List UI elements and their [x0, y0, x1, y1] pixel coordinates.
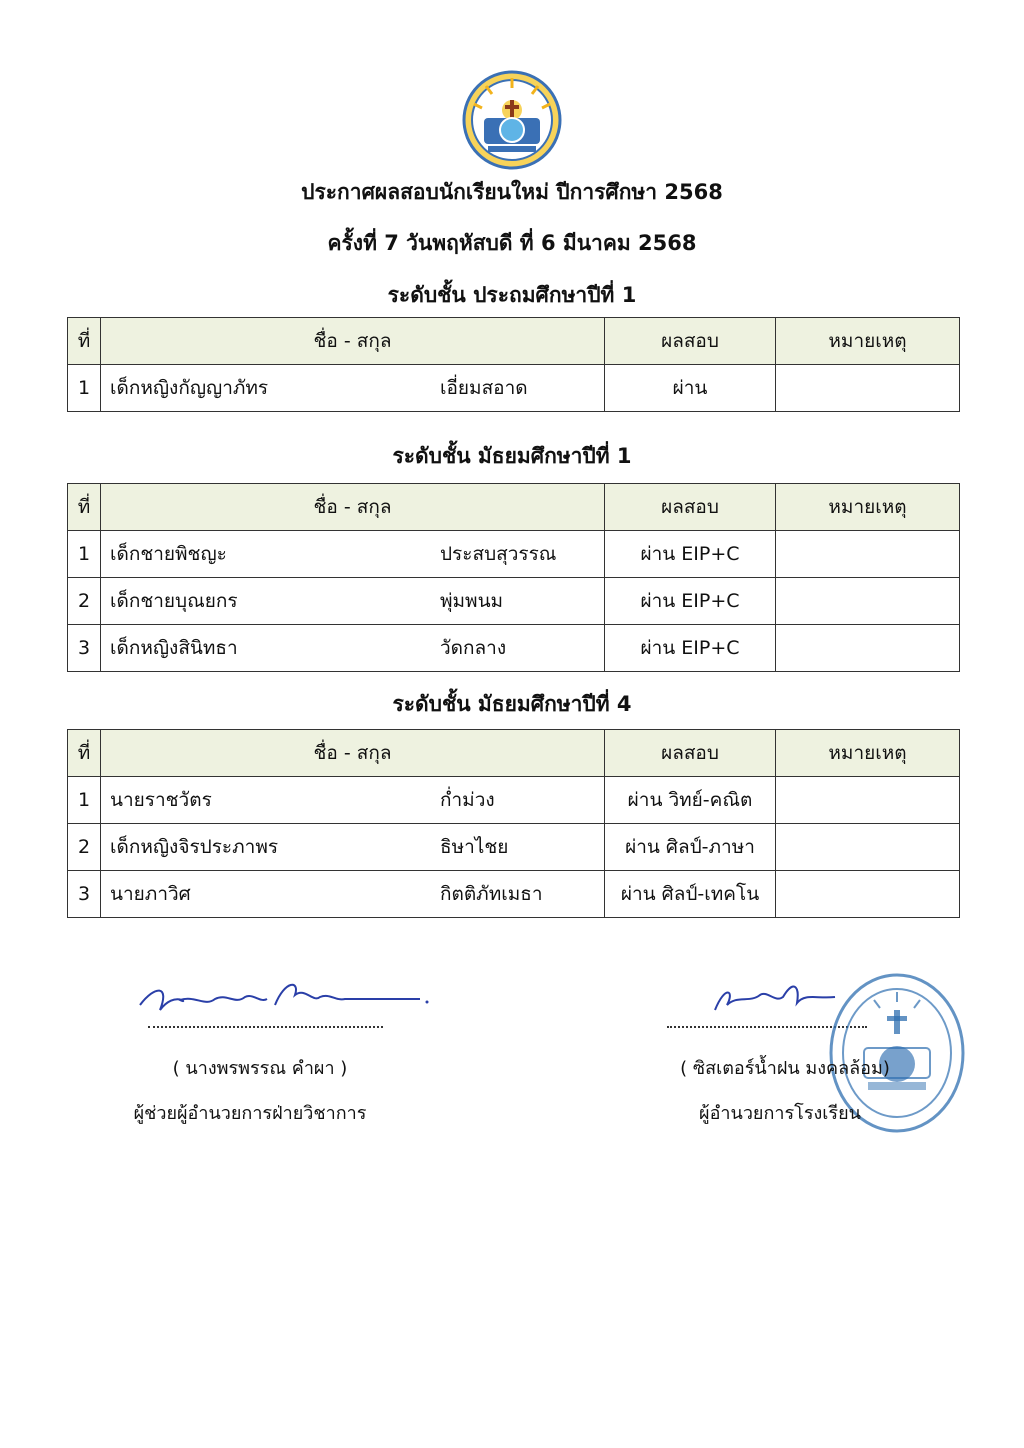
student-first-name: นายภาวิศ [110, 883, 191, 905]
signer-name-right: ( ซิสเตอร์น้ำฝน มงคลล้อม) [680, 1058, 890, 1079]
table-row [68, 824, 960, 871]
signature-right-handwriting [705, 975, 845, 1025]
signer-position-left: ผู้ช่วยผู้อำนวยการฝ่ายวิชาการ [133, 1103, 367, 1124]
signer-position-right: ผู้อำนวยการโรงเรียน [699, 1103, 861, 1124]
signer-name-left: ( นางพรพรรณ คำผา ) [172, 1058, 348, 1079]
student-name-cell [101, 578, 605, 625]
table-header-row [68, 484, 960, 531]
table-row [68, 578, 960, 625]
student-first-name: เด็กหญิงสินิทธา [110, 637, 238, 659]
note-cell [776, 871, 960, 918]
signature-left-position [90, 1101, 410, 1127]
signature-right [620, 1056, 950, 1082]
row-number: 1 [68, 777, 101, 824]
column-header-result: ผลสอบ [605, 484, 776, 531]
results-table-primary-1 [67, 317, 960, 412]
student-last-name: พุ่มพนม [440, 590, 504, 612]
student-first-name: เด็กหญิงกัญญาภัทร [110, 377, 269, 399]
results-table-secondary-4 [67, 729, 960, 918]
results-table-secondary-1 [67, 483, 960, 672]
exam-result: ผ่าน EIP+C [605, 625, 776, 672]
student-last-name: กิตติภัทเมธา [440, 883, 543, 905]
section-level-heading: ระดับชั้น ประถมศึกษาปีที่ 1 [387, 283, 637, 307]
signature-right-position [615, 1101, 945, 1127]
column-header-no: ที่ [68, 730, 101, 777]
student-last-name: ประสบสุวรรณ [440, 543, 557, 565]
row-number: 1 [68, 365, 101, 412]
signature-line-left [148, 1026, 383, 1028]
column-header-no: ที่ [68, 318, 101, 365]
table-row [68, 365, 960, 412]
student-name-cell [101, 777, 605, 824]
student-first-name: เด็กหญิงจิรประภาพร [110, 836, 279, 858]
student-first-name: นายราชวัตร [110, 789, 212, 811]
student-first-name: เด็กชายพิชญะ [110, 543, 227, 565]
exam-result: ผ่าน EIP+C [605, 531, 776, 578]
row-number: 1 [68, 531, 101, 578]
note-cell [776, 824, 960, 871]
student-last-name: เอี่ยมสอาด [440, 377, 528, 399]
student-last-name: วัดกลาง [440, 637, 507, 659]
student-name-cell [101, 824, 605, 871]
table-header-row [68, 318, 960, 365]
table-row [68, 625, 960, 672]
note-cell [776, 777, 960, 824]
note-cell [776, 365, 960, 412]
column-header-note: หมายเหตุ [776, 318, 960, 365]
page-title: ประกาศผลสอบนักเรียนใหม่ ปีการศึกษา 2568 [301, 180, 723, 204]
student-name-cell [101, 871, 605, 918]
section-level-heading: ระดับชั้น มัธยมศึกษาปีที่ 4 [392, 692, 632, 716]
note-cell [776, 531, 960, 578]
signature-left-handwriting [135, 975, 435, 1030]
note-cell [776, 625, 960, 672]
table-header-row [68, 730, 960, 777]
exam-result: ผ่าน ศิลป์-เทคโน [605, 871, 776, 918]
student-last-name: ก่ำม่วง [440, 789, 495, 811]
student-last-name: ธิษาไชย [440, 836, 509, 858]
school-logo [462, 70, 562, 170]
student-name-cell [101, 531, 605, 578]
row-number: 2 [68, 578, 101, 625]
row-number: 2 [68, 824, 101, 871]
column-header-name: ชื่อ - สกุล [101, 318, 605, 365]
note-cell [776, 578, 960, 625]
exam-result: ผ่าน ศิลป์-ภาษา [605, 824, 776, 871]
table-row [68, 777, 960, 824]
table-row [68, 531, 960, 578]
signature-left [100, 1056, 420, 1082]
student-name-cell [101, 365, 605, 412]
column-header-name: ชื่อ - สกุล [101, 484, 605, 531]
column-header-result: ผลสอบ [605, 318, 776, 365]
exam-result: ผ่าน วิทย์-คณิต [605, 777, 776, 824]
section-level-heading: ระดับชั้น มัธยมศึกษาปีที่ 1 [392, 444, 632, 468]
table-row [68, 871, 960, 918]
row-number: 3 [68, 871, 101, 918]
student-name-cell [101, 625, 605, 672]
student-first-name: เด็กชายบุณยกร [110, 590, 238, 612]
column-header-note: หมายเหตุ [776, 484, 960, 531]
exam-result: ผ่าน [605, 365, 776, 412]
column-header-note: หมายเหตุ [776, 730, 960, 777]
page-subtitle: ครั้งที่ 7 วันพฤหัสบดี ที่ 6 มีนาคม 2568 [327, 231, 697, 255]
column-header-no: ที่ [68, 484, 101, 531]
column-header-result: ผลสอบ [605, 730, 776, 777]
row-number: 3 [68, 625, 101, 672]
column-header-name: ชื่อ - สกุล [101, 730, 605, 777]
exam-result: ผ่าน EIP+C [605, 578, 776, 625]
